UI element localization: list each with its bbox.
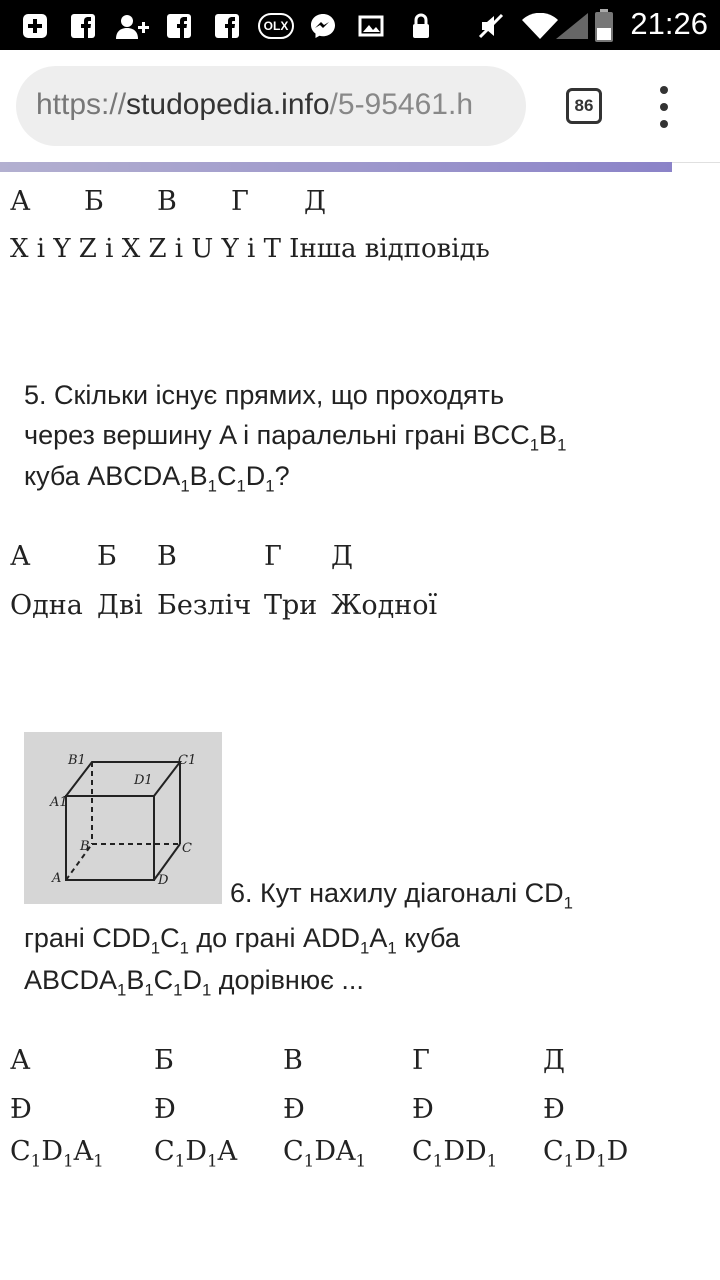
q6-glyph-d: Ð xyxy=(543,1094,565,1125)
overflow-menu-icon[interactable] xyxy=(650,86,678,128)
q6-glyph-b: Ð xyxy=(154,1094,176,1125)
q4-letter-g: Г xyxy=(231,186,249,217)
q5-letter-b: Б xyxy=(97,541,117,572)
q6-answer-b: $C_1D_1A$ xyxy=(154,1136,238,1171)
tab-switcher-button[interactable]: 86 xyxy=(566,88,602,124)
cube-figure xyxy=(24,732,222,904)
q6-letter-a: А xyxy=(10,1045,31,1076)
q5-answer-g: Три xyxy=(264,590,318,621)
cube-front-face xyxy=(66,796,154,880)
label-a1: A1 xyxy=(50,795,68,810)
facebook-icon xyxy=(70,13,96,39)
label-b1: B1 xyxy=(68,753,86,768)
q5-question-line1: 5. Скільки існує прямих, що проходять xyxy=(24,380,505,410)
q6-letter-v: В xyxy=(283,1045,303,1076)
olx-label: OLX xyxy=(263,19,289,33)
q5-answer-b: Дві xyxy=(97,590,143,621)
q5-answer-d: Жодної xyxy=(331,590,438,621)
q4-answer-values: X і Y Z і X Z і U Y і T Інша відповідь xyxy=(10,234,490,264)
q6-answer-d: $C_1D_1D$ xyxy=(543,1136,629,1171)
browser-toolbar xyxy=(0,50,720,163)
q4-letter-v: В xyxy=(157,186,177,217)
label-c: C xyxy=(182,841,192,856)
q5-answer-a: Одна xyxy=(10,590,83,621)
q6-glyph-a: Ð xyxy=(10,1094,32,1125)
mute-icon xyxy=(478,13,504,39)
label-b: B xyxy=(80,839,90,854)
q5-letter-d: Д xyxy=(331,541,353,572)
url-scheme: https:// xyxy=(36,88,127,121)
address-bar[interactable] xyxy=(16,66,526,146)
q4-letter-a: А xyxy=(10,186,31,217)
battery-icon xyxy=(594,9,614,43)
label-c1: C1 xyxy=(178,753,197,768)
label-a: A xyxy=(52,871,62,886)
q5-question-line2: через вершину A і паралельні грані $BCC_1B_1$ xyxy=(24,420,567,455)
wifi-icon xyxy=(522,13,558,39)
q6-glyph-v: Ð xyxy=(283,1094,305,1125)
q6-glyph-g: Ð xyxy=(412,1094,434,1125)
q6-question-line2: грані $CDD_1C_1$ до грані $ADD_1A_1$ куба xyxy=(24,923,460,958)
facebook-icon xyxy=(214,13,240,39)
page-header-bar xyxy=(0,162,672,172)
facebook-icon xyxy=(166,13,192,39)
q6-answer-v: $C_1DA_1$ xyxy=(283,1136,367,1171)
lock-icon xyxy=(408,13,434,39)
q5-letter-v: В xyxy=(157,541,177,572)
q5-letter-g: Г xyxy=(264,541,282,572)
q6-question-line3: $ABCDA_1B_1C_1D_1$ дорівнює ... xyxy=(24,965,364,1000)
add-contact-icon xyxy=(116,13,150,39)
q6-answer-a: $C_1D_1A_1$ xyxy=(10,1136,104,1171)
q4-letter-d: Д xyxy=(304,186,326,217)
q6-letter-g: Г xyxy=(412,1045,430,1076)
q6-letter-d: Д xyxy=(543,1045,565,1076)
signal-icon xyxy=(556,13,588,39)
messenger-icon xyxy=(310,13,336,39)
url-text[interactable] xyxy=(36,88,473,122)
clock: 21:26 xyxy=(630,6,708,41)
q5-letter-a: А xyxy=(10,541,31,572)
q5-answer-v: Безліч xyxy=(157,590,252,621)
q6-answer-g: $C_1DD_1$ xyxy=(412,1136,498,1171)
q6-letter-b: Б xyxy=(154,1045,174,1076)
url-host: studopedia.info xyxy=(126,88,330,121)
label-d1: D1 xyxy=(134,773,153,788)
q4-letter-b: Б xyxy=(84,186,104,217)
url-path: /5-95461.h xyxy=(329,88,473,121)
olx-icon xyxy=(258,13,294,39)
gallery-icon xyxy=(358,13,384,39)
cube-diagram xyxy=(24,732,222,904)
label-d: D xyxy=(158,873,169,888)
status-bar xyxy=(0,0,720,50)
q5-question-line3: куба $ABCDA_1B_1C_1D_1$? xyxy=(24,461,290,496)
q6-question-line1: 6. Кут нахилу діагоналі $CD_1$ xyxy=(230,878,573,913)
add-icon xyxy=(22,13,48,39)
